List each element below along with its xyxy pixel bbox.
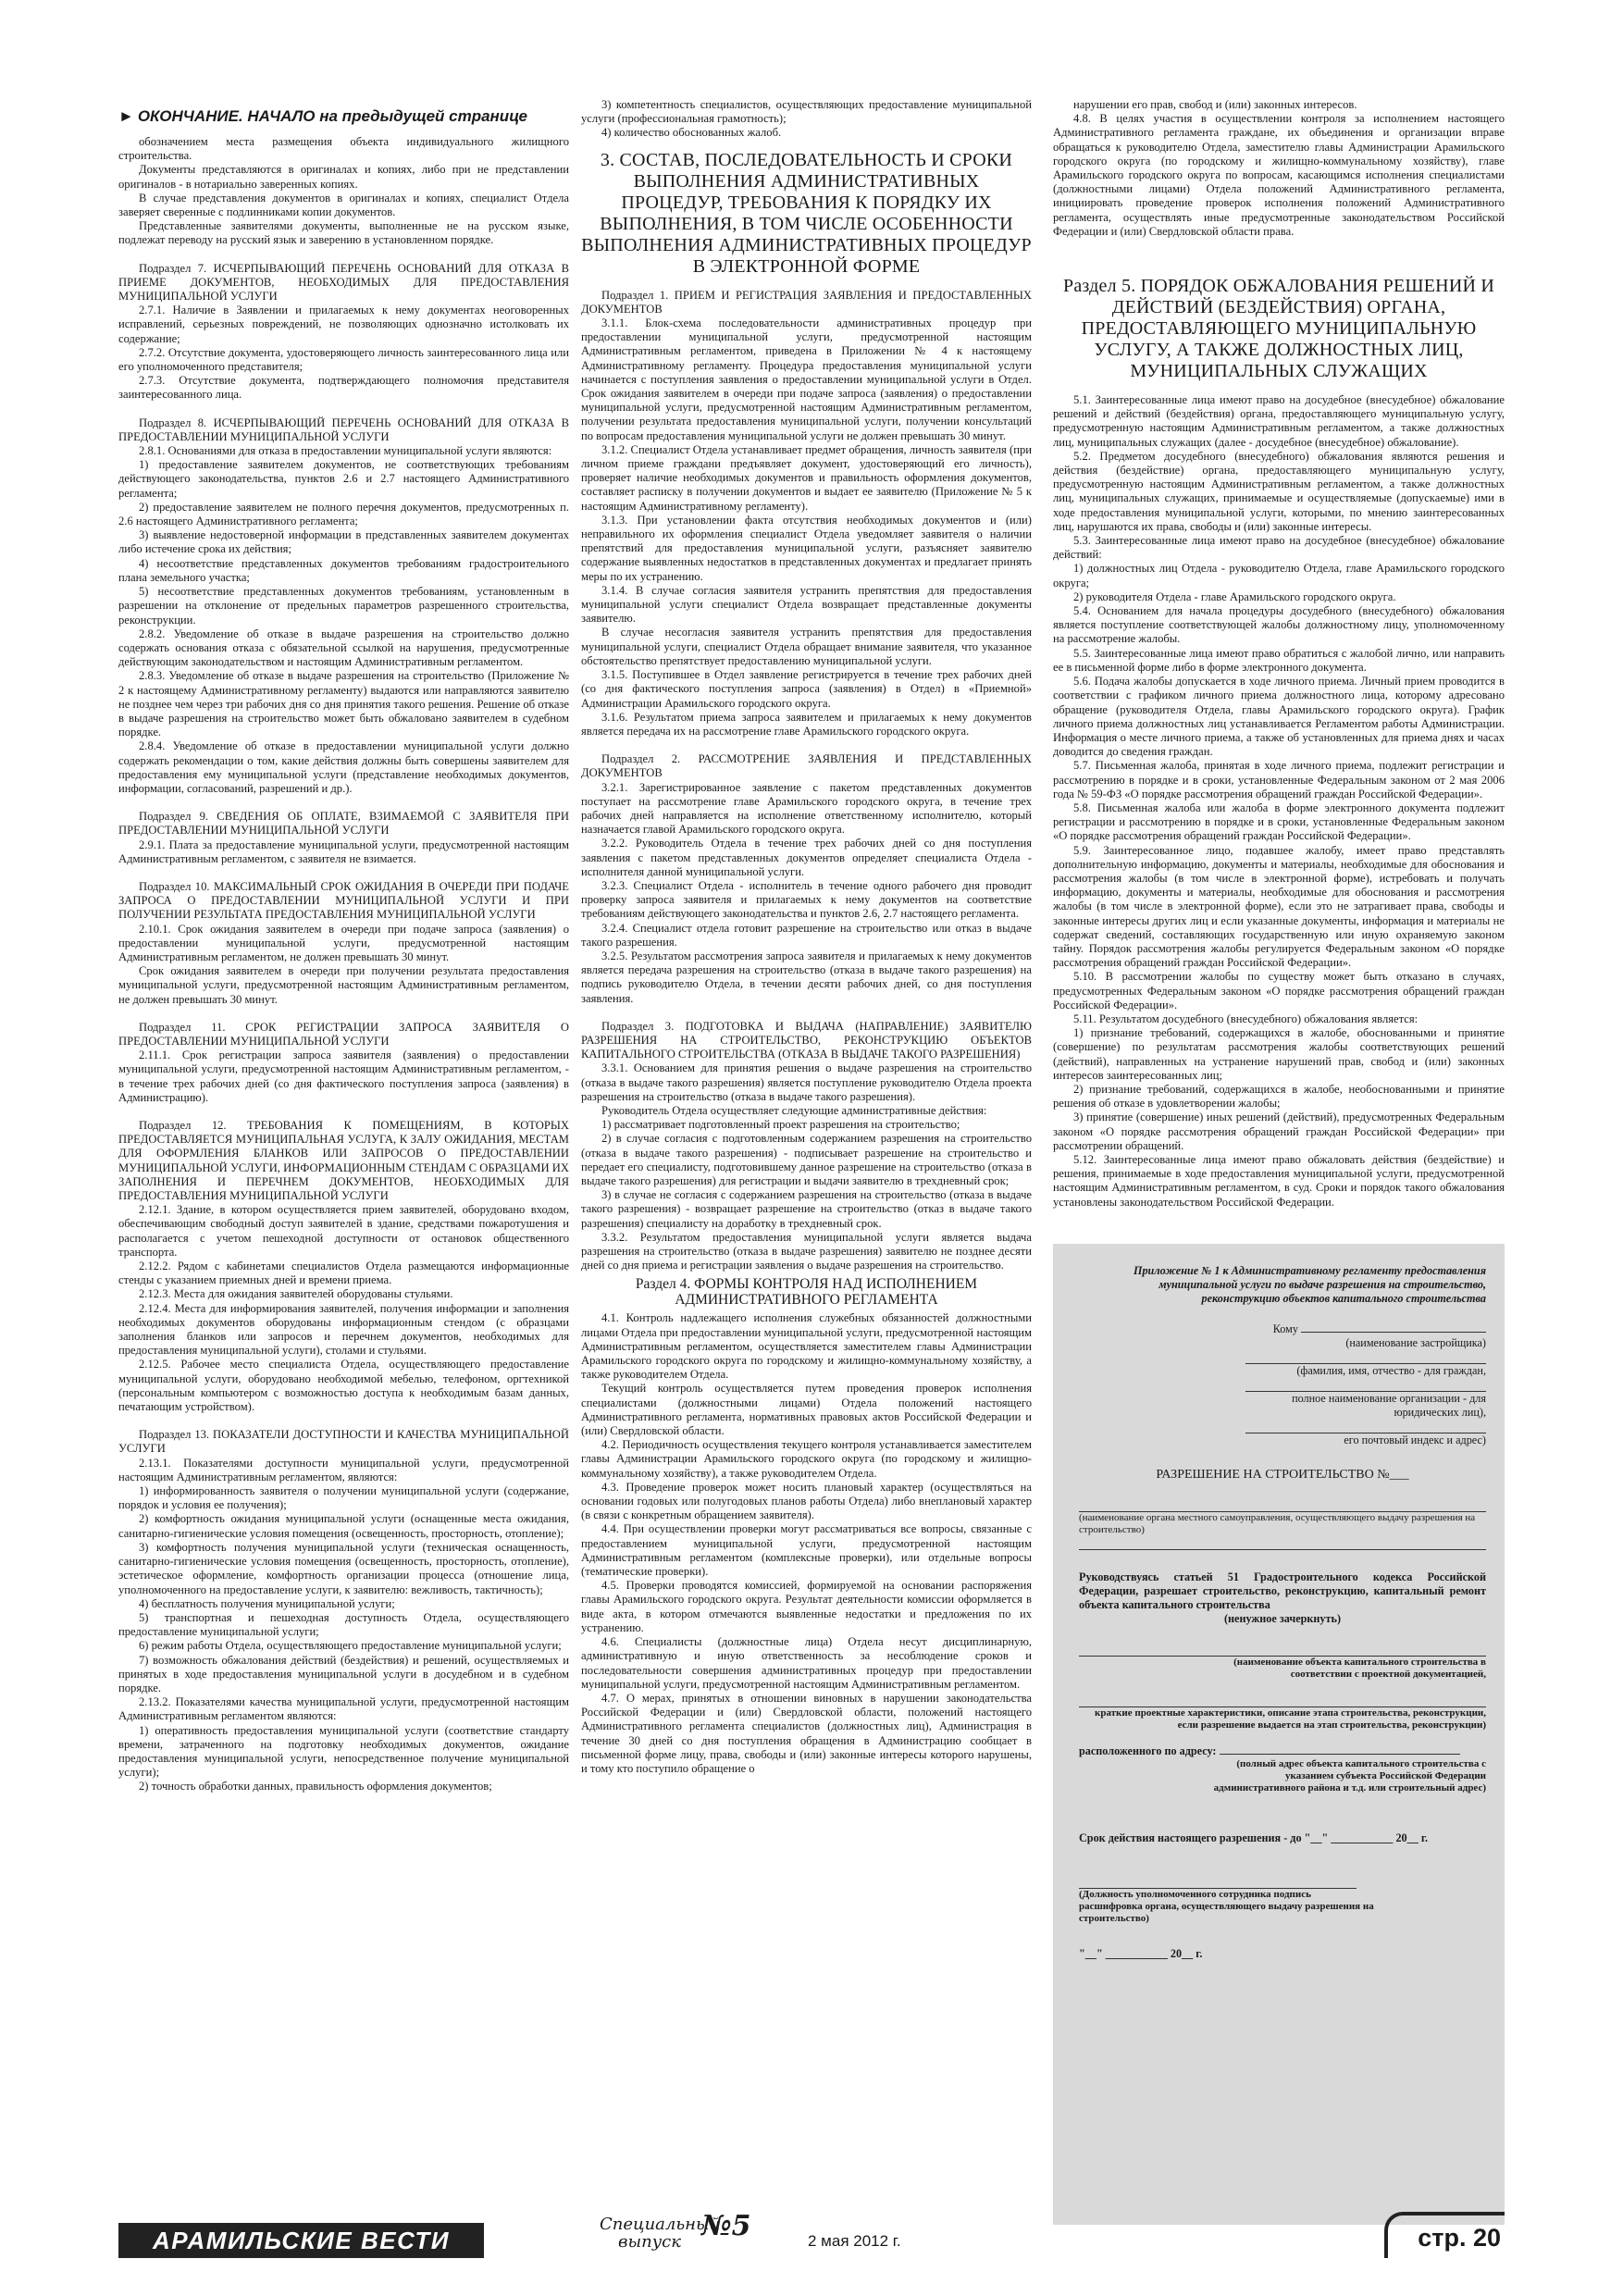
paragraph-gap	[118, 1105, 569, 1119]
subsection-heading: Подраздел 10. МАКСИМАЛЬНЫЙ СРОК ОЖИДАНИЯ В ОЧЕРЕДИ ПРИ ПОДАЧЕ ЗАПРОСА О ПРЕДОСТАВЛЕНИИ МУНИЦИПАЛЬНОЙ УСЛУГИ И ПРИ ПОЛУЧЕНИИ РЕЗУЛЬТАТА ПРЕДОСТАВЛЕНИЯ МУНИЦИПАЛЬНОЙ УСЛУГИ	[118, 879, 569, 922]
column-3	[1053, 98, 1505, 1210]
paragraph: 2.13.2. Показателями качества муниципальной услуги, предусмотренной настоящим Административным регламентом являются:	[118, 1695, 569, 1723]
line	[1079, 1536, 1486, 1550]
paragraph: 4.1. Контроль надлежащего исполнения служебных обязанностей должностными лицами Отдела при предоставлении муниципальной услуги, предусмотренной настоящим Административным регламентом, осуществляется заместителем главы Администрации Арамильского городского округа по городскому и жилищно-коммунальному хозяйству, а также руководителем Отдела.	[581, 1311, 1032, 1382]
paragraph-gap	[118, 1414, 569, 1428]
paragraph-gap	[118, 403, 569, 416]
paragraph: нарушении его прав, свобод и (или) законных интересов.	[1073, 98, 1357, 111]
paragraph: 4.7. О мерах, принятых в отношении виновных в нарушении законодательства Российской Федерации и (или) Свердловской области, положений настоящего Административного регламента специалистов (должностных лиц), Администрация в течение 30 дней со дня поступления обращения в Администрацию сообщает в письменной форме лицу, права, свободы и (или) законные интересы которого нарушены, и тому кто поступило обращение о	[581, 1691, 1032, 1775]
column-3-top	[1053, 98, 1505, 239]
paragraph: 1) оперативность предоставления муниципальной услуги (соответствие стандарту времени, затраченного на подготовку необходимых документов, ожидание предоставления муниципальной услуги, непосредственное получение муниципальной услуги);	[118, 1723, 569, 1780]
paragraph: 7) возможность обжалования действий (бездействия) и решений, осуществляемых и принятых в ходе предоставления муниципальной услуги в досудебном и в судебном порядке.	[118, 1653, 569, 1694]
line	[1079, 1643, 1486, 1657]
paragraph: 2.7.3. Отсутствие документа, подтверждающего полномочия представителя заинтересованного лица.	[118, 374, 569, 402]
paragraph: 6) режим работы Отдела, осуществляющего предоставление муниципальной услуги;	[139, 1639, 562, 1653]
paragraph: обозначением места размещения объекта индивидуального жилищного строительства.	[118, 135, 569, 163]
column-2-main	[581, 289, 1032, 1273]
paragraph: 3.1.5. Поступившее в Отдел заявление регистрируется в течение трех рабочих дней (со дня фактического поступления запроса (заявления) в Отдел) в «Приемной» Администрации Арамильского городского округа.	[581, 668, 1032, 710]
paragraph: 5.7. Письменная жалоба, принятая в ходе личного приема, подлежит регистрации и рассмотрению в порядке и в сроки, установленные Федеральным законом от 2 мая 2006 года № 59-ФЗ «О порядке рассмотрения обращений граждан Российской Федерации».	[1053, 759, 1505, 800]
obj-name-caption: (наименование объекта капитального строительства в соответствии с проектной документацией,	[1233, 1657, 1486, 1680]
paragraph: 1) предоставление заявителем документов, не соответствующих требованиям действующего законодательства, пунктов 2.6 и 2.7 настоящего Административного регламента;	[118, 458, 569, 500]
paragraph: 2) в случае согласия с подготовленным содержанием разрешения на строительство (отказа в выдаче такого разрешения) - подписывает разрешение на строительство и передает его специалисту, подготовившему данное разрешение на строительство (отказа в выдаче такого разрешения) для регистрации и выдачи заявителю в трехдневный срок;	[581, 1132, 1032, 1187]
subsection-heading: Подраздел 12. ТРЕБОВАНИЯ К ПОМЕЩЕНИЯМ, В КОТОРЫХ ПРЕДОСТАВЛЯЕТСЯ МУНИЦИПАЛЬНАЯ УСЛУГА, К ЗАЛУ ОЖИДАНИЯ, МЕСТАМ ДЛЯ ОФОРМЛЕНИЯ БЛАНКОВ ИЛИ ЗАПРОСОВ О ПРЕДОСТАВЛЕНИИ МУНИЦИПАЛЬНОЙ УСЛУГИ, ИНФОРМАЦИОННЫМ СТЕНДАМ С ОБРАЗЦАМИ ИХ ЗАПОЛНЕНИЯ И ПЕРЕЧНЕМ ДОКУМЕНТОВ, НЕОБХОДИМЫХ ДЛЯ ПРЕДОСТАВЛЕНИЯ МУНИЦИПАЛЬНОЙ УСЛУГИ	[118, 1119, 569, 1203]
paragraph: 3) комфортность получения муниципальной услуги (техническая оснащенность, санитарно-гигиенические условия помещения (освещенность, просторность, отопление), эстетическое оформление, комфортность организации процесса (отношение лица, уполномоченного на предоставление услуги, к заявителю: вежливость, тактичность);	[118, 1540, 569, 1596]
org-caption: полное наименование организации - для юридических лиц),	[1292, 1392, 1486, 1419]
paragraph-gap	[118, 248, 569, 262]
paragraph: 5.2. Предметом досудебного (внесудебного) обжалования являются решения и действия (бездействие) органа, предоставляющего муниципальную услугу, предусмотренную настоящим Административным регламентом, а также должностных лиц, муниципальных служащих, принимаемые и осуществляемые (допускаемые) ими в ходе предоставления муниципальной услуги, которыми, по мнению заинтересованных лиц, нарушаются их права, свободы и (или) законные интересы.	[1053, 449, 1505, 533]
paragraph-gap	[581, 1006, 1032, 1020]
dev-name-caption: (наименование застройщика)	[1345, 1336, 1486, 1349]
paragraph: 5) несоответствие представленных документов требованиям, установленным в разрешении на отклонение от предельных параметров разрешенного строительства, реконструкции.	[118, 585, 569, 627]
paragraph: 4.2. Периодичность осуществления текущего контроля устанавливается заместителем главы Администрации Арамильского городского округа (по городскому и жилищно-коммунальному хозяйству), а также руководителем Отдела.	[581, 1438, 1032, 1480]
permit-title: РАЗРЕШЕНИЕ НА СТРОИТЕЛЬСТВО №___	[1156, 1468, 1409, 1482]
subsection-heading: Подраздел 7. ИСЧЕРПЫВАЮЩИЙ ПЕРЕЧЕНЬ ОСНОВАНИЙ ДЛЯ ОТКАЗА В ПРИЕМЕ ДОКУМЕНТОВ, НЕОБХОДИМЫХ ДЛЯ ПРЕДОСТАВЛЕНИЯ МУНИЦИПАЛЬНОЙ УСЛУГИ	[118, 261, 569, 304]
paragraph: 3.1.4. В случае согласия заявителя устранить препятствия для предоставления муниципальной услуги специалист Отдела возвращает представленные документы заявителю.	[581, 583, 1032, 626]
paragraph: 4.5. Проверки проводятся комиссией, формируемой на основании распоряжения главы Арамильского городского округа. Результат деятельности комиссии оформляется в виде акта, в котором отмечаются выявленные недостатки и предложения по их устранению.	[581, 1579, 1032, 1634]
paragraph: Документы представляются в оригиналах и копиях, либо при не представлении оригиналов - в нотариально заверенных копиях.	[118, 163, 569, 191]
line	[1245, 1350, 1486, 1364]
paragraph: 5) транспортная и пешеходная доступность Отдела, осуществляющего предоставление муниципальной услуги;	[118, 1610, 569, 1639]
paragraph-gap	[118, 796, 569, 810]
subsection-heading: Подраздел 3. ПОДГОТОВКА И ВЫДАЧА (НАПРАВЛЕНИЕ) ЗАЯВИТЕЛЮ РАЗРЕШЕНИЯ НА СТРОИТЕЛЬСТВО, РЕКОНСТРУКЦИЮ ОБЪЕКТОВ КАПИТАЛЬНОГО СТРОИТЕЛЬСТВА (ОТКАЗА В ВЫДАЧЕ ТАКОГО РАЗРЕШЕНИЯ)	[581, 1019, 1032, 1061]
subsection-heading: Подраздел 11. СРОК РЕГИСТРАЦИИ ЗАПРОСА ЗАЯВИТЕЛЯ О ПРЕДОСТАВЛЕНИИ МУНИЦИПАЛЬНОЙ УСЛУГИ	[118, 1020, 569, 1048]
paragraph: 2.8.4. Уведомление об отказе в предоставлении муниципальной услуги должно содержать рекомендации о том, какие действия должны быть совершены заявителем для предоставления ему муниципальной услуги (представление необходимых документов, информации, согласований, разрешений и др.).	[118, 739, 569, 795]
paragraph: 4.4. При осуществлении проверки могут рассматриваться все вопросы, связанные с предоставлением муниципальной услуги, предусмотренной настоящим Административным регламентом (комплексные проверки), или отдельные вопросы (тематические проверки).	[581, 1522, 1032, 1579]
paragraph: 3) в случае не согласия с содержанием разрешения на строительство (отказа в выдаче такого разрешения) - возвращает разрешение на строительство (отказ в выдаче такого разрешения) специалисту на доработку в трехдневный срок.	[581, 1188, 1032, 1230]
strike-caption: (ненужное зачеркнуть)	[1223, 1612, 1342, 1625]
paragraph: В случае несогласия заявителя устранить препятствия для предоставления муниципальной услуги, специалист Отдела обращает внимание заявителя, что указанное обстоятельство препятствует предоставлению муниципальной услуги.	[581, 626, 1032, 667]
paragraph: 5.1. Заинтересованные лица имеют право на досудебное (внесудебное) обжалование решений и действий (бездействия) органа, предоставляющего муниципальную услугу, предусмотренную настоящим Административным регламентом, а также должностных лиц, муниципальных служащих (далее - досудебное (внесудебное) обжалование).	[1053, 393, 1505, 449]
paragraph: 4.6. Специалисты (должностные лица) Отдела несут дисциплинарную, административную и иную ответственность за несоблюдение сроков и последовательности совершения административных процедур при предоставлении муниципальной услуги, предусмотренной настоящим Административным регламентом.	[581, 1635, 1032, 1691]
paragraph: 5.3. Заинтересованные лица имеют право на досудебное (внесудебное) обжалование действий:	[1053, 534, 1505, 562]
subsection-heading: Подраздел 9. СВЕДЕНИЯ ОБ ОПЛАТЕ, ВЗИМАЕМОЙ С ЗАЯВИТЕЛЯ ПРИ ПРЕДОСТАВЛЕНИИ МУНИЦИПАЛЬНОЙ УСЛУГИ	[118, 810, 569, 838]
paragraph: 2.8.3. Уведомление об отказе в выдаче разрешения на строительство (Приложение № 2 к настоящему Административному регламенту) выдаются или направляются заявителю не позднее чем через три рабочих дня со дня принятия такого решения. Решение об отказе в выдаче разрешения на строительство может быть обжаловано заявителем в судебном порядке.	[118, 669, 569, 739]
sign-caption: (Должность уполномоченного сотрудника подпись расшифровка органа, осуществляющего выдачу разрешения на строительство)	[1079, 1889, 1374, 1924]
paragraph: Срок ожидания заявителем в очереди при получении результата предоставления муниципальной услуги, предусмотренной настоящим Административным регламентом, не должен превышать 30 минут.	[118, 964, 569, 1006]
short-chars-caption: краткие проектные характеристики, описание этапа строительства, реконструкции, если разрешение выдается на этап строительства, реконструкции)	[1094, 1707, 1486, 1731]
paragraph: 2) руководителя Отдела - главе Арамильского городского округа.	[1073, 590, 1396, 603]
paragraph: 5.9. Заинтересованное лицо, подавшее жалобу, имеет право представлять дополнительную информацию, документы и материалы, необходимые для обоснования и рассмотрения жалобы (в том числе в электронной форме), истребовать и получать информацию, документы и материалы, необходимые для обоснования и рассмотрения жалобы (в том числе в электронной форме), если это не затрагивает права, свободы и законные интересы других лиц и если указанные документы, информация и материалы не содержат сведений, составляющих государственную или иную охраняемую законом тайну. Порядок рассмотрения жалобы регулируется Федеральным законом «О порядке рассмотрения обращений граждан Российской Федерации».	[1053, 843, 1505, 970]
paragraph: 3.2.4. Специалист отдела готовит разрешение на строительство или отказ в выдаче такого разрешения.	[581, 921, 1032, 949]
paragraph: 2) точность обработки данных, правильность оформления документов;	[139, 1780, 492, 1793]
paragraph: 5.12. Заинтересованные лица имеют право обжаловать действия (бездействие) и решения, принимаемые в ходе предоставления муниципальной услуги, предусмотренной настоящим Административным регламентом, в суд. Сроки и порядок такого обжалования установлены законодательством Российской Федерации.	[1053, 1153, 1505, 1209]
appendix-title: Приложение № 1 к Административному регламенту предоставления муниципальной услуги по выдаче разрешения на строительство, реконструкцию объектов капитального строительства	[1133, 1264, 1486, 1305]
footer	[118, 2210, 1506, 2262]
paragraph: 3) выявление недостоверной информации в представленных заявителем документах либо истечение срока их действия;	[118, 528, 569, 556]
issue-number: №5	[701, 2210, 751, 2242]
paragraph: Руководитель Отдела осуществляет следующие административные действия:	[601, 1103, 987, 1117]
paragraph: 4.8. В целях участия в осуществлении контроля за исполнением настоящего Административного регламента граждане, их объединения и организации вправе обращаться к руководителю Отдела, заместителю главы Администрации Арамильского городского округа (по городскому и жилищно-коммунальному хозяйству), главе Арамильского городского округа по вопросам, касающимся исполнения специалистами (должностными лицами) Отдела положений Административного регламента, инициировать проведение проверок исполнения положений Административного регламента, осуществлять иные предусмотренные законодательством Российской Федерации и (или) Свердловской области права.	[1053, 112, 1505, 238]
paragraph: 2) предоставление заявителем не полного перечня документов, предусмотренных п. 2.6 настоящего Административного регламента;	[118, 500, 569, 528]
paragraph: 4.3. Проведение проверок может носить плановый характер (осуществляться на основании годовых или полугодовых планов работы Отдела) либо внеплановый характер (в связи с конкретным обращением заявителя).	[581, 1480, 1032, 1522]
paragraph: 1) должностных лиц Отдела - руководителю Отдела, главе Арамильского городского округа;	[1053, 562, 1505, 590]
fio-caption: (фамилия, имя, отчество - для граждан,	[1296, 1364, 1486, 1377]
column-1	[118, 135, 569, 1794]
paragraph: 2.8.1. Основаниями для отказа в предоставлении муниципальной услуги являются:	[139, 444, 552, 458]
paragraph: 5.6. Подача жалобы допускается в ходе личного приема. Личный прием проводится в соответствии с графиком личного приема должностного лица, которому адресовано обращение (руководителя Отдела, главы Арамильского городского округа). График личного приема должностных лиц устанавливается Регламентом работы Администрации. Информация о месте личного приема, а также об установленных для приема днях и часах доводится до сведения граждан.	[1053, 675, 1505, 759]
paragraph: 3.1.2. Специалист Отдела устанавливает предмет обращения, личность заявителя (при личном приеме граждани предъявляет документ, удостоверяющий его личность), проверяет наличие необходимых документов и правильность оформления документов, составляет расписку в получении документов и выдает ее заявителю (Приложение № 5 к настоящим Административному регламенту).	[581, 442, 1032, 513]
line	[1079, 1694, 1486, 1707]
paragraph: 5.10. В рассмотрении жалобы по существу может быть отказано в случаях, предусмотренных Федеральным законом «О порядке рассмотрения обращений граждан Российской Федерации».	[1053, 970, 1505, 1011]
paragraph: 2.13.1. Показателями доступности муниципальной услуги, предусмотренной настоящим Административным регламентом, являются:	[118, 1456, 569, 1483]
arrow-right-icon: ►	[118, 107, 134, 125]
paragraph: 2.12.5. Рабочее место специалиста Отдела, осуществляющего предоставление муниципальной услуги, оборудовано необходимой мебелью, телефоном, оргтехникой (персональным компьютером с возможностью доступа к необходимым базам данных, печатающим устройством).	[118, 1358, 569, 1414]
paragraph: 5.5. Заинтересованные лица имеют право обратиться с жалобой лично, или направить ее в письменной форме либо в форме электронного документа.	[1053, 646, 1505, 674]
located-label: расположенного по адресу:	[1079, 1744, 1486, 1758]
paragraph: 3.2.5. Результатом рассмотрения запроса заявителя и прилагаемых к нему документов является передача разрешения на строительство (отказа в выдаче такого разрешения) на подпись руководителю Отдела, в течении десяти рабочих дней, со дня поступления заявления.	[581, 949, 1032, 1005]
subsection-heading: Подраздел 1. ПРИЕМ И РЕГИСТРАЦИЯ ЗАЯВЛЕНИЯ И ПРЕДОСТАВЛЕННЫХ ДОКУМЕНТОВ	[581, 288, 1032, 316]
paragraph: 2.11.1. Срок регистрации запроса заявителя (заявления) о предоставлении муниципальной услуги, предусмотренной настоящим Административным регламентом, - в течение трех рабочих дней (со дня фактического поступления запроса (заявления) в Администрацию).	[118, 1049, 569, 1104]
paragraph: 3) принятие (совершение) иных решений (действий), предусмотренных Федеральным законом «О порядке рассмотрения обращений граждан Российской Федерации» при рассмотрении обращений.	[1053, 1111, 1505, 1152]
column-2	[581, 98, 1032, 1776]
paragraph: 2) комфортность ожидания муниципальной услуги (оснащенные места ожидания, санитарно-гигиенические условия помещения (освещенность, просторность, отопление);	[118, 1512, 569, 1540]
continuation-header: ► ОКОНЧАНИЕ. НАЧАЛО на предыдущей странице	[118, 107, 527, 125]
paragraph: 1) информированность заявителя о получении муниципальной услуги (содержание, порядок и условия ее получения);	[118, 1484, 569, 1512]
paragraph: 2.12.3. Места для ожидания заявителей оборудованы стульями.	[139, 1287, 453, 1301]
paragraph: 1) рассматривает подготовленный проект разрешения на строительство;	[601, 1118, 960, 1132]
paragraph: 4) бесплатность получения муниципальной услуги;	[139, 1596, 395, 1610]
line	[1079, 1498, 1486, 1512]
paragraph: Текущий контроль осуществляется путем проведения проверок исполнения специалистами (должностными лицами) Отдела положений настоящего Административного регламента, нормативных правовых актов Российской Федерации и (или) Свердловской области.	[581, 1382, 1032, 1438]
paragraph: 2.7.2. Отсутствие документа, удостоверяющего личность заинтересованного лица или его уполномоченного представителя;	[118, 345, 569, 374]
section-4-title: Раздел 4. ФОРМЫ КОНТРОЛЯ НАД ИСПОЛНЕНИЕМ АДМИНИСТРАТИВНОГО РЕГЛАМЕНТА	[635, 1276, 978, 1309]
paragraph: 5.11. Результатом досудебного (внесудебного) обжалования является:	[1073, 1011, 1419, 1025]
paragraph: 5.8. Письменная жалоба или жалоба в форме электронного документа подлежит регистрации и рассмотрению в порядке и в сроки, установленные Федеральным законом «О порядке рассмотрения обращений граждан Российской Федерации».	[1053, 800, 1505, 843]
paragraph: 3.1.3. При установлении факта отсутствия необходимых документов и (или) неправильного их оформления специалист Отдела уведомляет заявителя о наличии препятствий для предоставления муниципальной услуги, разъясняет заявителю содержание выявленных недостатков в представленных документах и предлагает принять меры по их устранению.	[581, 513, 1032, 583]
paragraph: 3.2.1. Зарегистрированное заявление с пакетом представленных документов поступает на рассмотрение главе Арамильского городского округа, в течение трех рабочих дней направляется на исполнение ответственному исполнителю, который назначается главой Арамильского городского округа.	[581, 780, 1032, 837]
paragraph: 3.3.1. Основанием для принятия решения о выдаче разрешения на строительство (отказа в выдаче такого разрешения) является поступление руководителю Отдела проекта разрешения на строительство (отказа в выдаче такого разрешения).	[581, 1061, 1032, 1103]
organ-caption: (наименование органа местного самоуправления, осуществляющего выдачу разрешения на строительство)	[1079, 1512, 1476, 1535]
paragraph: 5.4. Основанием для начала процедуры досудебного (внесудебного) обжалования является поступление соответствующей жалобы должностному лицу, уполномоченному на рассмотрение жалобы.	[1053, 604, 1505, 646]
paragraph-gap	[118, 1007, 569, 1021]
paragraph: 3.1.1. Блок-схема последовательности административных процедур при предоставлении муниципальной услуги, предусмотренной настоящим Административным регламентом, приведена в Приложении № 4 к настоящему Административному регламенту. Процедура предоставления муниципальной услуги начинается с поступления заявления о предоставлении муниципальной услуги в Отдел. Срок ожидания заявителем в очереди при подаче запроса (заявления) о предоставлении муниципальной услуги, предусмотренной настоящим Административным регламентом, получении результата предоставления муниципальной услуги, получении консультаций по вопросам предоставления муниципальной услуги не должен превышать 30 минут.	[581, 316, 1032, 442]
to-label: Кому	[1245, 1322, 1486, 1336]
validity-text: Срок действия настоящего разрешения - до "__" ___________ 20__ г.	[1079, 1831, 1429, 1844]
subsection-heading: Подраздел 13. ПОКАЗАТЕЛИ ДОСТУПНОСТИ И КАЧЕСТВА МУНИЦИПАЛЬНОЙ УСЛУГИ	[118, 1428, 569, 1456]
paragraph: 2.10.1. Срок ожидания заявителем в очереди при подаче запроса (заявления) о предоставлении муниципальной услуги, предусмотренной настоящим Административным регламентом, не должен превышать 30 минут.	[118, 922, 569, 963]
paragraph: 3.2.3. Специалист Отдела - исполнитель в течение одного рабочего дня проводит проверку запроса заявителя и прилагаемых к нему документов на соответствие требованиям действующего законодательства и пунктов 2.6, 2.7 настоящего регламента.	[581, 878, 1032, 921]
line	[1245, 1378, 1486, 1392]
paragraph: 3) компетентность специалистов, осуществляющих предоставление муниципальной услуги (профессиональная грамотность);	[581, 98, 1032, 126]
paragraph: 1) признание требований, содержащихся в жалобе, обоснованными и принятие (совершение) по результатам рассмотрения жалобы соответствующих решений (действий), направленных на устранение нарушений прав, свобод и (или) законных интересов заинтересованных лиц;	[1053, 1026, 1505, 1082]
paragraph: 4) несоответствие представленных документов требованиям градостроительного плана земельного участка;	[118, 556, 569, 584]
paragraph: 2.12.4. Места для информирования заявителей, получения информации и заполнения необходимых документов оборудованы информационным стендом (с образцами заполнения бланков или запросов и перечнем документов, необходимых для предоставления муниципальной услуги), столами и стульями.	[118, 1301, 569, 1358]
subsection-heading: Подраздел 8. ИСЧЕРПЫВАЮЩИЙ ПЕРЕЧЕНЬ ОСНОВАНИЙ ДЛЯ ОТКАЗА В ПРЕДОСТАВЛЕНИИ МУНИЦИПАЛЬНОЙ УСЛУГИ	[118, 416, 569, 443]
column-2-top	[581, 98, 1032, 141]
issue-date: 2 мая 2012 г.	[808, 2232, 901, 2250]
page-number: стр. 20	[1384, 2212, 1505, 2258]
paragraph: 2) признание требований, содержащихся в жалобе, необоснованными и принятие решения об отказе в удовлетворении жалобы;	[1053, 1082, 1505, 1111]
date-line: "__" ___________ 20__ г.	[1079, 1947, 1203, 1960]
line	[1079, 1875, 1357, 1889]
paragraph-gap	[118, 866, 569, 880]
subsection-heading: Подраздел 2. РАССМОТРЕНИЕ ЗАЯВЛЕНИЯ И ПРЕДСТАВЛЕННЫХ ДОКУМЕНТОВ	[581, 752, 1032, 780]
paragraph: Представленные заявителями документы, выполненные не на русском языке, подлежат переводу на русский язык и заверению в установленном порядке.	[118, 219, 569, 247]
special-issue: Специальный выпуск №5	[600, 2210, 751, 2252]
paragraph: 2.8.2. Уведомление об отказе в выдаче разрешения на строительство должно содержать основания отказа с обязательной ссылкой на нарушения, предусмотренные действующим законодательством и настоящим Административным регламентом.	[118, 627, 569, 669]
paragraph: 3.3.2. Результатом предоставления муниципальной услуги является выдача разрешения на строительство (отказа в выдаче разрешения) заявителю не позднее десяти дней со дня приема и регистрации заявления о выдаче разрешения на строительство.	[581, 1230, 1032, 1272]
postal-caption: его почтовый индекс и адрес)	[1344, 1433, 1486, 1446]
paragraph: 2.9.1. Плата за предоставление муниципальной услуги, предусмотренной настоящим Административным регламентом, с заявителя не взимается.	[118, 838, 569, 865]
paragraph: 2.12.2. Рядом с кабинетами специалистов Отдела размещаются информационные стенды с указанием приемных дней и времени приема.	[118, 1260, 569, 1287]
paragraph: 4) количество обоснованных жалоб.	[601, 126, 782, 140]
appendix-form	[1053, 1244, 1505, 2225]
column-2-after	[581, 1311, 1032, 1776]
section-5-title: Раздел 5. ПОРЯДОК ОБЖАЛОВАНИЯ РЕШЕНИЙ И ДЕЙСТВИЙ (БЕЗДЕЙСТВИЯ) ОРГАНА, ПРЕДОСТАВЛЯЮЩЕГО МУНИЦИПАЛЬНУЮ УСЛУГУ, А ТАКЖЕ ДОЛЖНОСТНЫХ ЛИЦ, МУНИЦИПАЛЬНЫХ СЛУЖАЩИХ	[1063, 276, 1494, 382]
section-3-title: 3. СОСТАВ, ПОСЛЕДОВАТЕЛЬНОСТЬ И СРОКИ ВЫПОЛНЕНИЯ АДМИНИСТРАТИВНЫХ ПРОЦЕДУР, ТРЕБОВАНИЯ К ПОРЯДКУ ИХ ВЫПОЛНЕНИЯ, В ТОМ ЧИСЛЕ ОСОБЕННОСТИ ВЫПОЛНЕНИЯ АДМИНИСТРАТИВНЫХ ПРОЦЕДУР В ЭЛЕКТРОННОЙ ФОРМЕ	[581, 149, 1032, 277]
line	[1245, 1420, 1486, 1433]
addr-caption: (полный адрес объекта капитального строительства с указанием субъекта Российской Федерации административного района и т.д. или строительный адрес)	[1213, 1758, 1486, 1793]
paragraph-gap	[581, 738, 1032, 752]
paragraph: 3.2.2. Руководитель Отдела в течение трех рабочих дней со дня поступления заявления с пакетом представленных документов определяет специалиста Отдела - исполнителя данной муниципальной услуги.	[581, 837, 1032, 878]
paragraph: В случае представления документов в оригиналах и копиях, специалист Отдела заверяет сверенные с подлинниками копии документов.	[118, 191, 569, 219]
paragraph: 2.12.1. Здание, в котором осуществляется прием заявителей, оборудовано входом, обеспечивающим свободный доступ заявителей в здание, средствами пожаротушения и располагается с учетом пешеходной доступности от остановок общественного транспорта.	[118, 1203, 569, 1259]
column-3-main	[1053, 393, 1505, 1210]
newspaper-name: АРАМИЛЬСКИЕ ВЕСТИ	[118, 2223, 484, 2258]
guided-text: Руководствуясь статьей 51 Градостроительного кодекса Российской Федерации, разрешает строительство, реконструкцию, капитальный ремонт объекта капитального строительства	[1079, 1570, 1486, 1611]
paragraph: 3.1.6. Результатом приема запроса заявителем и прилагаемых к нему документов является передача их на рассмотрение главе Арамильского городского округа.	[581, 710, 1032, 738]
paragraph: 2.7.1. Наличие в Заявлении и прилагаемых к нему документах неоговоренных исправлений, серьезных повреждений, не позволяющих однозначно истолковать их содержание;	[118, 304, 569, 345]
